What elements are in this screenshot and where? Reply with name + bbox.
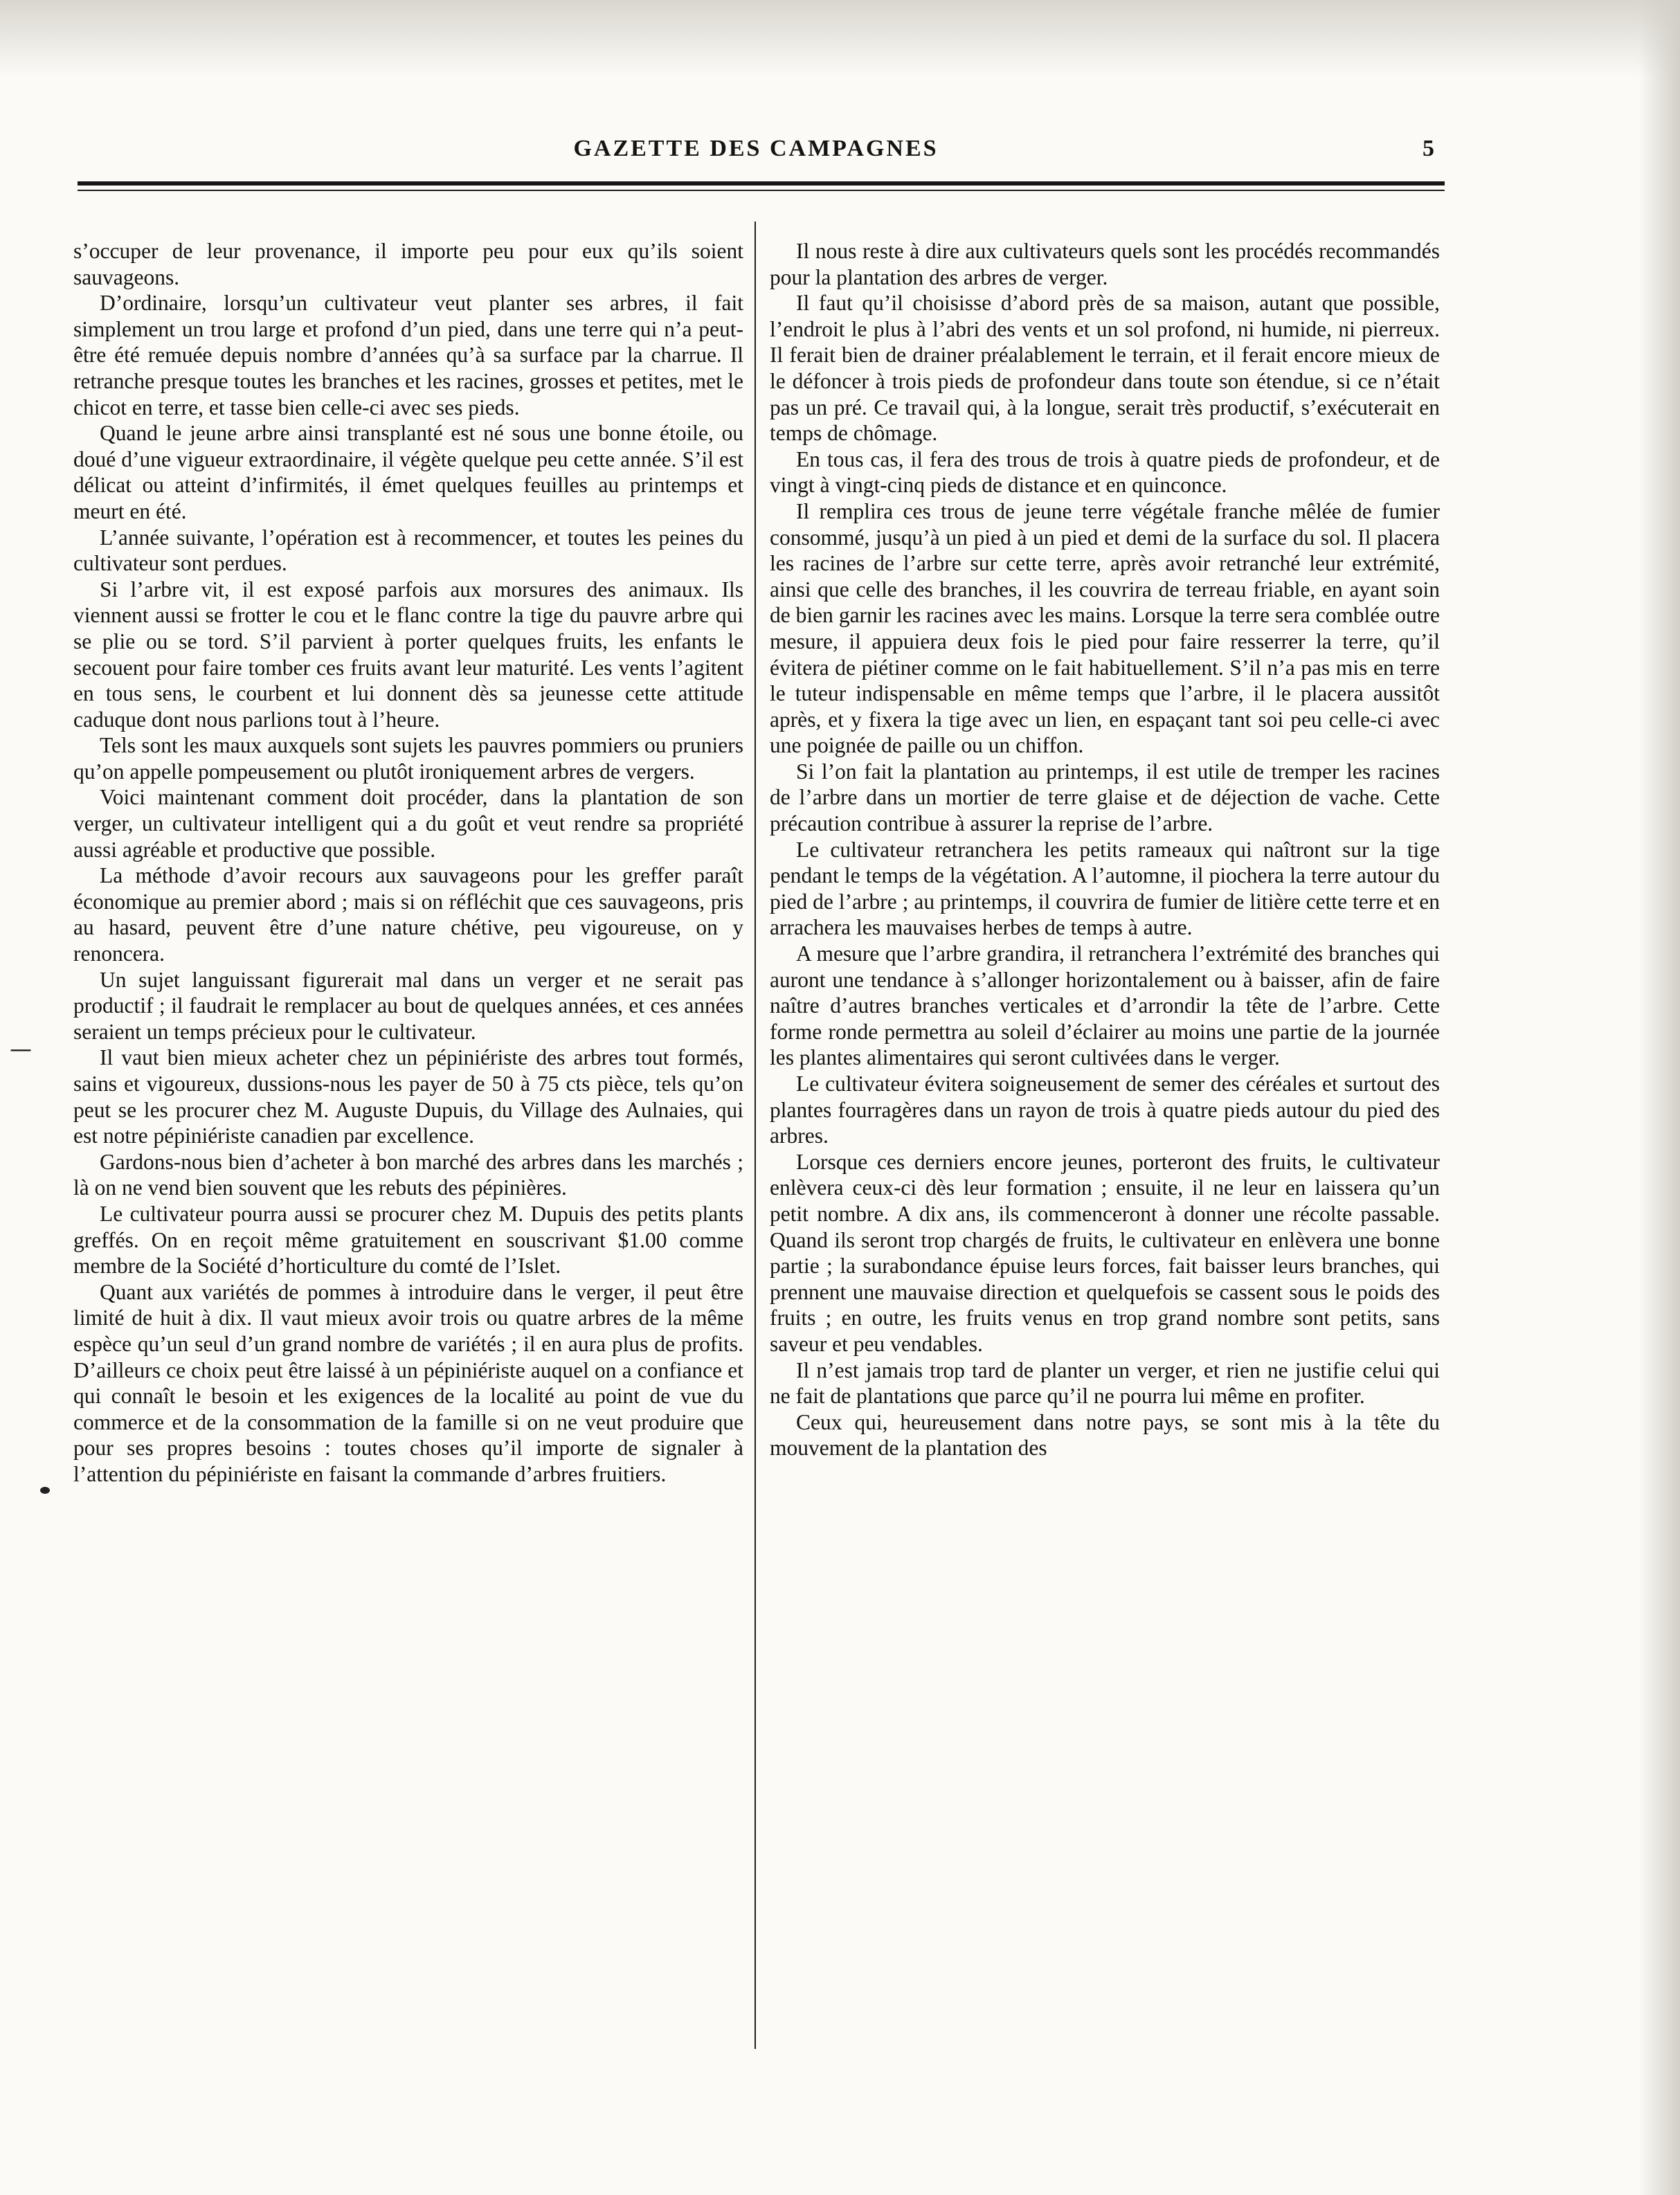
paragraph: Il nous reste à dire aux cultivateurs quels sont les procédés recommandés pour la plantation des arbres de verger. — [770, 239, 1440, 289]
paragraph: Le cultivateur retranchera les petits rameaux qui naîtront sur la tige pendant le temps de la végétation. A l’automne, il piochera la terre autour du pied de l’arbre ; au printemps, il couvrira de fumier de litière cette terre et en arrachera les mauvaises herbes de temps à autre. — [770, 837, 1440, 940]
paragraph: En tous cas, il fera des trous de trois à quatre pieds de profondeur, et de vingt à vingt-cinq pieds de distance et en quinconce. — [770, 446, 1440, 498]
right-column — [770, 238, 1440, 1461]
header-rule-thick — [78, 181, 1445, 186]
header-rule-thin — [78, 190, 1445, 191]
paragraph: Voici maintenant comment doit procéder, dans la plantation de son verger, un cultivateur intelligent qui a du goût et veut rendre sa propriété aussi agréable et productive que possible. — [73, 785, 743, 862]
column-divider — [755, 222, 756, 2049]
page-header — [78, 136, 1434, 170]
paragraph: D’ordinaire, lorsqu’un cultivateur veut planter ses arbres, il fait simplement un trou large et profond d’un pied, dans une terre qui n’a peut-être été remuée depuis nombre d’années qu’à sa surface par la charrue. Il retranche presque toutes les branches et les racines, grosses et petites, met le chicot en terre, et tasse bien celle-ci avec ses pieds. — [73, 291, 743, 419]
paragraph: La méthode d’avoir recours aux sauvageons pour les greffer paraît économique au premier abord ; mais si on réfléchit que ces sauvageons, pris au hasard, peuvent être d’une nature chétive, peu vigoureuse, on y renoncera. — [73, 863, 743, 966]
paragraph: L’année suivante, l’opération est à recommencer, et toutes les peines du cultivateur sont perdues. — [73, 525, 743, 576]
paragraph: Si l’arbre vit, il est exposé parfois aux morsures des animaux. Ils viennent aussi se frotter le cou et le flanc contre la tige du pauvre arbre qui se plie ou se tord. S’il parvient à porter quelques fruits, les enfants le secouent pour faire tomber ces fruits avant leur maturité. Les vents l’agitent en tous sens, le courbent et lui donnent dès sa jeunesse cette attitude caduque dont nous parlions tout à l’heure. — [73, 577, 743, 732]
paragraph: Ceux qui, heureusement dans notre pays, se sont mis à la tête du mouvement de la plantation des — [770, 1409, 1440, 1461]
paragraph: Le cultivateur pourra aussi se procurer chez M. Dupuis des petits plants greffés. On en reçoit même gratuitement en souscrivant $1.00 comme membre de la Société d’horticulture du comté de l’Islet. — [73, 1201, 743, 1279]
paragraph: Si l’on fait la plantation au printemps, il est utile de tremper les racines de l’arbre dans un mortier de terre glaise et de déjection de vache. Cette précaution contribue à assurer la reprise de l’arbre. — [770, 759, 1440, 836]
paragraph: s’occuper de leur provenance, il importe peu pour eux qu’ils soient sauvageons. — [73, 239, 743, 289]
paragraph: Quand le jeune arbre ainsi transplanté est né sous une bonne étoile, ou doué d’une vigueur extraordinaire, il végète quelque peu cette année. S’il est délicat ou atteint d’infirmités, il émet quelques feuilles au printemps et meurt en été. — [73, 421, 743, 523]
ink-blot — [40, 1487, 50, 1494]
margin-mark: — — [10, 1036, 32, 1062]
paragraph: Il vaut bien mieux acheter chez un pépiniériste des arbres tout formés, sains et vigoureux, dussions-nous les payer de 50 à 75 cts pièce, tels qu’on peut se les procurer chez M. Auguste Dupuis, du Village des Aulnaies, qui est notre pépiniériste canadien par excellence. — [73, 1045, 743, 1148]
paragraph: Gardons-nous bien d’acheter à bon marché des arbres dans les marchés ; là on ne vend bien souvent que les rebuts des pépinières. — [73, 1149, 743, 1200]
page-number: 5 — [1422, 136, 1434, 161]
paragraph: Il remplira ces trous de jeune terre végétale franche mêlée de fumier consommé, jusqu’à un pied à un pied et demi de la surface du sol. Il placera les racines de l’arbre sur cette terre, après avoir retranché leur extrémité, ainsi que celle des branches, il les couvrira de terreau friable, en ayant soin de bien garnir les racines avec les mains. Lorsque la terre sera comblée outre mesure, il appuiera deux fois le pied pour faire resserrer la terre, qu’il évitera de piétiner comme on le fait habituellement. S’il n’a pas mis en terre le tuteur indispensable en même temps que l’arbre, il le placera aussitôt après, et y fixera la tige avec un lien, en espaçant tant soi peu celle-ci avec une poignée de paille ou un chiffon. — [770, 498, 1440, 758]
paragraph: Un sujet languissant figurerait mal dans un verger et ne serait pas productif ; il faudrait le remplacer au bout de quelques années, et ces années seraient un temps précieux pour le cultivateur. — [73, 967, 743, 1044]
scan-top-edge — [0, 0, 1680, 76]
scan-right-edge — [1638, 0, 1680, 2195]
left-column — [73, 238, 743, 1488]
newspaper-title: GAZETTE DES CAMPAGNES — [573, 136, 939, 161]
paragraph: Quant aux variétés de pommes à introduire dans le verger, il peut être limité de huit à dix. Il vaut mieux avoir trois ou quatre arbres de la même espèce qu’un seul d’un grand nombre de variétés ; il en aura plus de profits. D’ailleurs ce choix peut être laissé à un pépiniériste auquel on a confiance et qui connaît le besoin et les exigences de la localité au point de vue du commerce et de la consommation de la famille si on ne veut produire que pour ses propres besoins : toutes choses qu’il importe de signaler à l’attention du pépiniériste en faisant la commande d’arbres fruitiers. — [73, 1279, 743, 1486]
paragraph: A mesure que l’arbre grandira, il retranchera l’extrémité des branches qui auront une tendance à s’allonger horizontalement ou à baisser, afin de faire naître d’autres branches verticales et d’arrondir la tête de l’arbre. Cette forme ronde permettra au soleil d’éclairer au moins une partie de la journée les plantes alimentaires qui seront cultivées dans le verger. — [770, 941, 1440, 1070]
paragraph: Il n’est jamais trop tard de planter un verger, et rien ne justifie celui qui ne fait de plantations que parce qu’il ne pourra lui même en profiter. — [770, 1357, 1440, 1409]
paragraph: Tels sont les maux auxquels sont sujets les pauvres pommiers ou pruniers qu’on appelle pompeusement ou plutôt ironiquement arbres de vergers. — [73, 733, 743, 784]
paragraph: Le cultivateur évitera soigneusement de semer des céréales et surtout des plantes fourragères dans un rayon de trois à quatre pieds autour du pied des arbres. — [770, 1072, 1440, 1148]
paragraph: Il faut qu’il choisisse d’abord près de sa maison, autant que possible, l’endroit le plus à l’abri des vents et un sol profond, ni humide, ni pierreux. Il ferait bien de drainer préalablement le terrain, et il ferait encore mieux de le défoncer à trois pieds de profondeur dans toute son étendue, si ce n’était pas un pré. Ce travail qui, à la longue, serait très productif, s’exécuterait en temps de chômage. — [770, 291, 1440, 446]
paragraph: Lorsque ces derniers encore jeunes, porteront des fruits, le cultivateur enlèvera ceux-ci dès leur formation ; ensuite, il ne leur en laissera qu’un petit nombre. A dix ans, ils commenceront à donner une récolte passable. Quand ils seront trop chargés de fruits, le cultivateur en enlèvera une bonne partie ; la surabondance épuise leurs forces, fait baisser leurs branches, qui prennent une mauvaise direction et quelquefois se cassent sous le poids des fruits ; en outre, les fruits venus en trop grand nombre sont petits, sans saveur et peu vendables. — [770, 1149, 1440, 1356]
